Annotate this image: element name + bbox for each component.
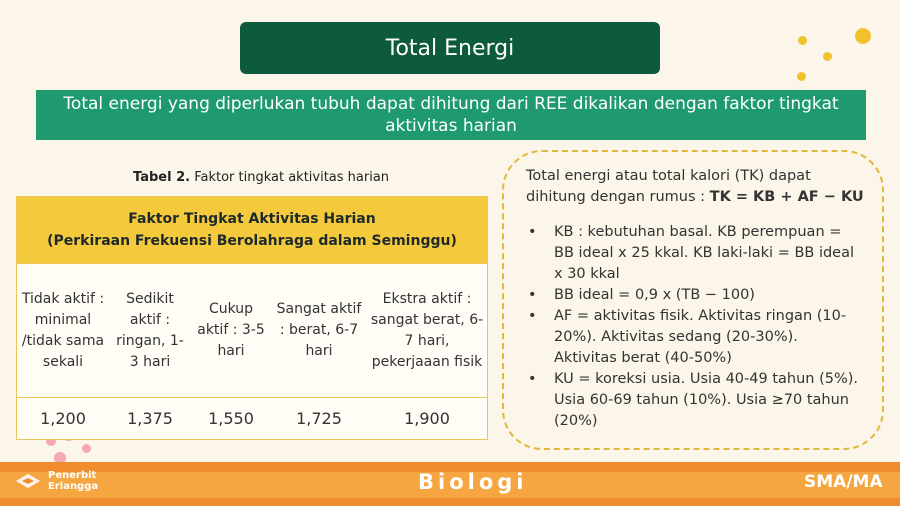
- decorative-dot: [797, 72, 806, 81]
- subtitle-text: Total energi yang diperlukan tubuh dapat dihitung dari REE dikalikan dengan faktor tingkat aktivitas harian: [63, 94, 839, 136]
- decorative-dot: [855, 28, 871, 44]
- list-item: • KU = koreksi usia. Usia 40-49 tahun (5%). Usia 60-69 tahun (10%). Usia ≥70 tahun (20%): [526, 369, 864, 432]
- publisher-logo-icon: [14, 471, 42, 491]
- page-title-text: Total Energi: [385, 35, 515, 61]
- formula-intro: [526, 166, 864, 208]
- formula: TK = KB + AF − KU: [709, 189, 864, 205]
- decorative-dot: [82, 444, 91, 453]
- table-row-descriptions: [17, 263, 487, 397]
- table-cell: Sangat aktif : berat, 6-7 hari: [276, 301, 362, 359]
- publisher-logo: [14, 470, 98, 492]
- publisher-name-line2: Erlangga: [48, 481, 99, 492]
- table-row-values: [17, 397, 487, 439]
- table-cell: 1,550: [208, 409, 254, 428]
- list-item: • KB : kebutuhan basal. KB perempuan = BB ideal x 25 kkal. KB laki-laki = BB ideal x 30 kkal: [526, 222, 864, 285]
- page-title: [240, 22, 660, 74]
- table-cell: Sedikit aktif : ringan, 1-3 hari: [116, 290, 184, 370]
- list-item: • AF = aktivitas fisik. Aktivitas ringan (10-20%). Aktivitas sedang (20-30%). Aktivitas berat (40-50%): [526, 306, 864, 369]
- table-cell: Ekstra aktif : sangat berat, 6-7 hari, pekerjaaan fisik: [370, 290, 484, 370]
- table-header-line1: Faktor Tingkat Aktivitas Harian: [128, 211, 376, 227]
- table-cell: 1,900: [404, 409, 450, 428]
- level-label: SMA/MA: [804, 472, 883, 492]
- table-cell: Cukup aktif : 3-5 hari: [197, 301, 265, 359]
- decorative-dot: [798, 36, 807, 45]
- table-cell: 1,375: [127, 409, 173, 428]
- subtitle-banner: [36, 90, 866, 140]
- table-cell: Tidak aktif : minimal /tidak sama sekali: [21, 290, 105, 370]
- table-caption: [133, 170, 389, 185]
- table-caption-text: Faktor tingkat aktivitas harian: [190, 170, 390, 185]
- table-header-line2: (Perkiraan Frekuensi Berolahraga dalam Seminggu): [47, 233, 457, 249]
- footer-bar: [0, 462, 900, 506]
- formula-bullet-list: [526, 222, 864, 432]
- decorative-dot: [823, 52, 832, 61]
- table-caption-label: Tabel 2.: [133, 170, 191, 185]
- table-header: [17, 197, 487, 263]
- activity-factor-table: [16, 196, 488, 440]
- list-item: • BB ideal = 0,9 x (TB − 100): [526, 285, 864, 306]
- table-cell: 1,200: [40, 409, 86, 428]
- formula-intro-text: Total energi atau total kalori (TK) dapat dihitung dengan rumus :: [526, 168, 811, 205]
- subject-label: Biologi: [418, 470, 528, 494]
- table-cell: 1,725: [296, 409, 342, 428]
- publisher-name-line1: Penerbit: [48, 470, 97, 481]
- formula-info-box: [502, 150, 884, 450]
